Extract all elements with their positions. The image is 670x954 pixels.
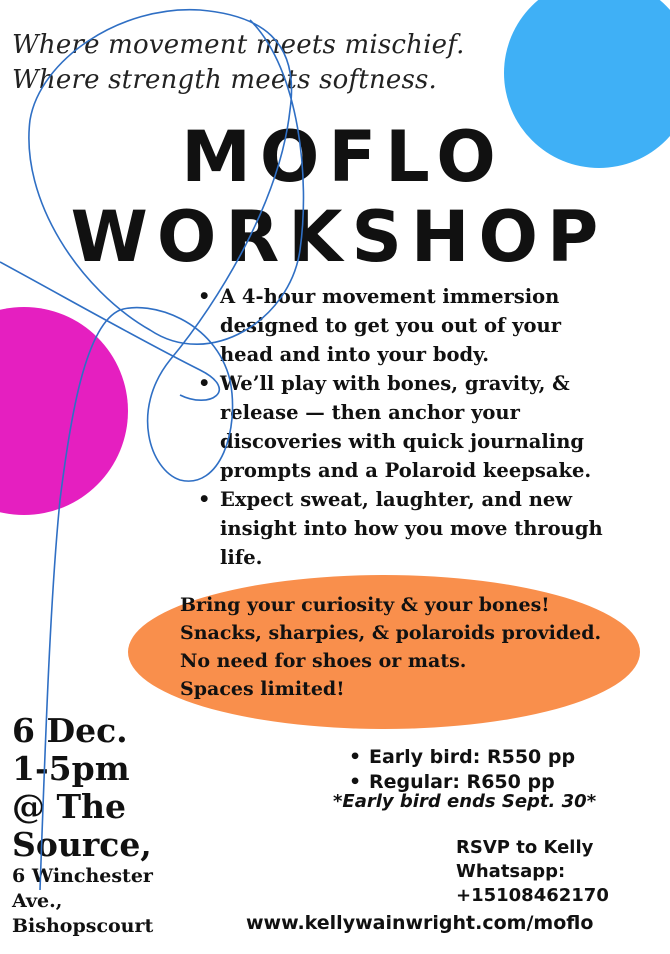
title-moflo: MOFLO	[181, 116, 505, 198]
event-venue-line-1: @ The	[12, 787, 127, 826]
event-time: 1-5pm	[12, 749, 130, 788]
title-workshop: WORKSHOP	[70, 196, 608, 278]
event-date: 6 Dec.	[12, 711, 128, 750]
description-item: • We’ll play with bones, gravity, & release — then anchor your discoveries with quick journaling prompts and a Polaroid keepsake.	[196, 369, 616, 485]
price-early-bird: • Early bird: R550 pp	[347, 745, 575, 770]
pink-circle-decoration	[0, 307, 128, 515]
event-venue-line-2: Source,	[12, 825, 152, 864]
tagline-line-1: Where movement meets mischief.	[12, 30, 465, 60]
rsvp-block	[456, 836, 609, 908]
event-address-line-1: 6 Winchester	[12, 865, 153, 887]
early-bird-note: *Early bird ends Sept. 30*	[333, 791, 597, 812]
tagline	[12, 28, 465, 98]
pricing-list	[347, 745, 575, 795]
description-list	[196, 282, 616, 572]
bring-line: Bring your curiosity & your bones!	[180, 594, 550, 616]
tagline-line-2: Where strength meets softness.	[12, 65, 438, 95]
rsvp-phone: +15108462170	[456, 885, 609, 906]
price-regular: • Regular: R650 pp	[347, 770, 575, 795]
description-item: • Expect sweat, laughter, and new insight into how you move through life.	[196, 485, 616, 572]
bring-line: Spaces limited!	[180, 678, 345, 700]
bring-list	[180, 591, 601, 703]
event-address-line-2: Ave.,	[12, 890, 63, 912]
rsvp-line-1: RSVP to Kelly	[456, 837, 594, 858]
description-item: • A 4-hour movement immersion designed to get you out of your head and into your body.	[196, 282, 616, 369]
bring-line: No need for shoes or mats.	[180, 650, 467, 672]
rsvp-line-2: Whatsapp:	[456, 861, 566, 882]
bring-line: Snacks, sharpies, & polaroids provided.	[180, 622, 602, 644]
event-details	[12, 712, 153, 939]
website-link[interactable]: www.kellywainwright.com/moflo	[246, 912, 594, 934]
event-address-line-3: Bishopscourt	[12, 915, 154, 937]
